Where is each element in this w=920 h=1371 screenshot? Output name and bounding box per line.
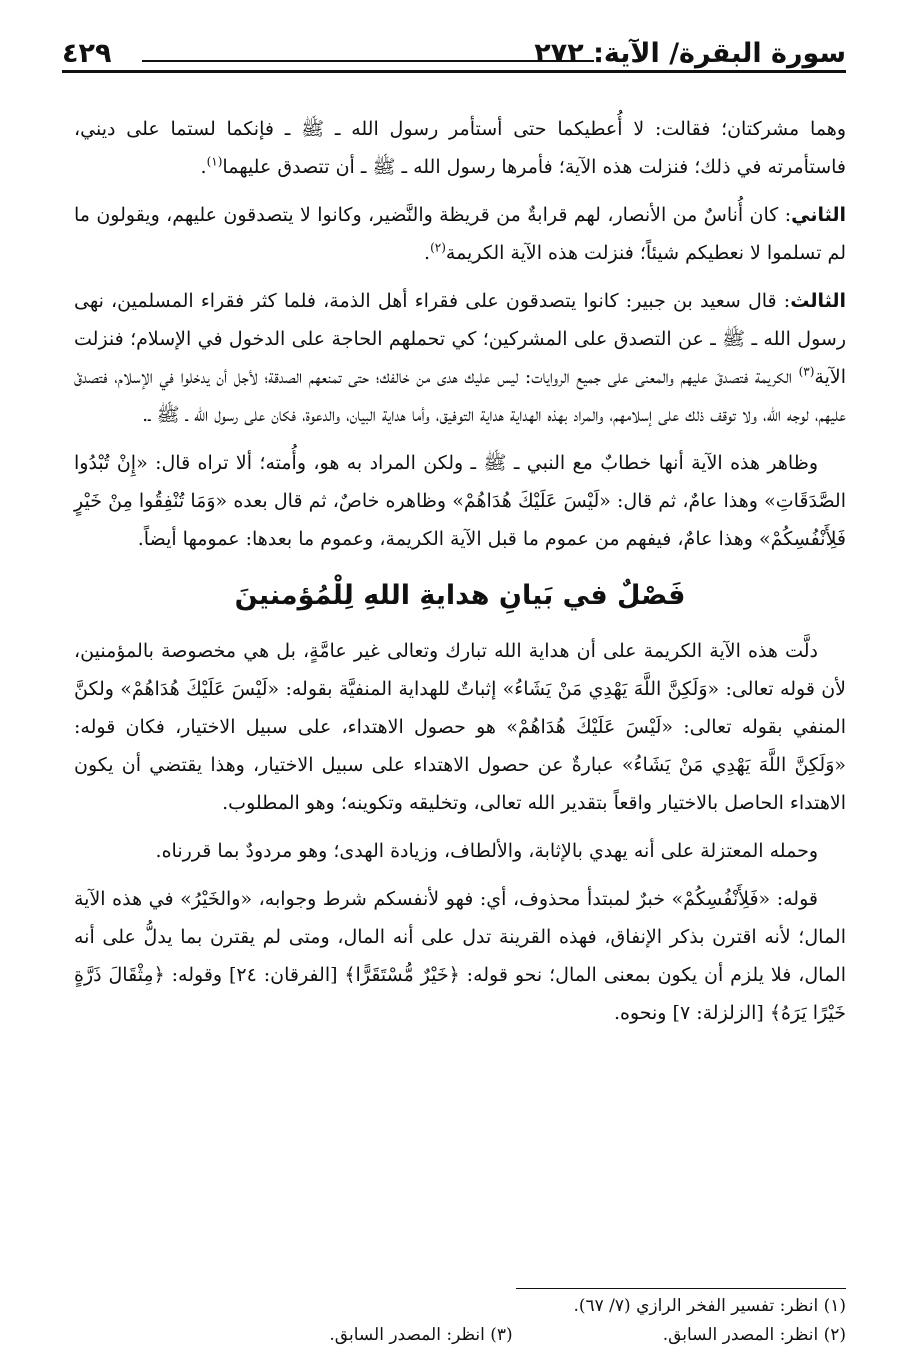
paragraph-6: وحمله المعتزلة على أنه يهدي بالإثابة، والألطاف، وزيادة الهدى؛ وهو مردودٌ بما قررناه. (155, 840, 818, 862)
label-second: الثاني (791, 204, 846, 226)
footnote-ref-3: (٣) (798, 364, 815, 379)
page-header (62, 30, 846, 74)
footnotes (74, 1292, 846, 1350)
footnote-3: (٣) انظر: المصدر السابق. (329, 1325, 513, 1345)
header-line (142, 60, 594, 62)
section-title: فَصْلٌ في بَيانِ هدايةِ اللهِ لِلْمُؤمنينَ (234, 580, 686, 611)
footnote-1: (١) انظر: تفسير الفخر الرازي (٧/ ٦٧). (573, 1296, 846, 1316)
footnote-2: (٢) انظر: المصدر السابق. (662, 1325, 846, 1345)
page-body (74, 110, 846, 1042)
header-rule (62, 70, 846, 73)
paragraph-1: وهما مشركتان؛ فقالت: لا أُعطيكما حتى أستأمر رسول الله ـ ﷺ ـ فإنكما لستما على ديني، فاستأمرته في ذلك؛ فنزلت هذه الآية؛ فأمرها رسول الله ـ ﷺ ـ أن تتصدق عليهما$^{(١)}$. (74, 118, 846, 178)
footnote-separator (516, 1288, 846, 1289)
paragraph-4: وظاهر هذه الآية أنها خطابٌ مع النبي ـ ﷺ ـ ولكن المراد به هو، وأُمته؛ ألا تراه قال: «إِنْ تُبْدُوا الصَّدَقَاتِ» وهذا عامٌ، ثم قال: «لَيْسَ عَلَيْكَ هُدَاهُمْ» وظاهره خاصٌ، ثم قال بعده «وَمَا تُنْفِقُوا مِنْ خَيْرٍ فَلِأَنْفُسِكُمْ» وهذا عامٌ، فيفهم من عموم ما قبل الآية الكريمة، وعموم ما بعدها: عمومها أيضاً. (74, 452, 846, 550)
footnote-ref-1: (١) (206, 154, 223, 169)
paragraph-2: الثاني: كان أُناسٌ من الأنصار، لهم قرابةٌ من قريظة والنَّضير، وكانوا لا يتصدقون عليهم، ويقولون ما لم تسلموا لا نعطيكم شيئاً؛ فنزلت هذه الآية الكريمة$^{(٢)}$. (74, 204, 846, 264)
paragraph-5: دلَّت هذه الآية الكريمة على أن هداية الله تبارك وتعالى غير عامَّةٍ، بل هي مخصوصة بالمؤمنين، لأن قوله تعالى: «وَلَكِنَّ اللَّهَ يَهْدِي مَنْ يَشَاءُ» إثباتٌ للهداية المنفيَّة بقوله: «لَيْسَ عَلَيْكَ هُدَاهُمْ» ولكنَّ المنفي بقوله تعالى: «لَيْسَ عَلَيْكَ هُدَاهُمْ» هو حصول الاهتداء، على سبيل الاختيار، فكان قوله: «وَلَكِنَّ اللَّهَ يَهْدِي مَنْ يَشَاءُ» عبارةٌ عن حصول الاهتداء على سبيل الاختيار، وهذا يقتضي أن يكون الاهتداء الحاصل بالاختيار واقعاً بتقدير الله تعالى، وتخليقه وتكوينه؛ وهو المطلوب. (74, 640, 846, 814)
paragraph-7: قوله: «فَلِأَنْفُسِكُمْ» خبرٌ لمبتدأ محذوف، أي: فهو لأنفسكم شرط وجوابه، «والخَيْرُ» في هذه الآية المال؛ لأنه اقترن بذكر الإنفاق، فهذه القرينة تدل على أنه المال، ومتى لم يقترن بما يدلُّ على أنه المال، فلا يلزم أن يكون بمعنى المال؛ نحو قوله: ﴿خَيْرٌ مُّسْتَقَرًّا﴾ [الفرقان: ٢٤] وقوله: ﴿مِثْقَالَ ذَرَّةٍ خَيْرًا يَرَهُ﴾ [الزلزلة: ٧] ونحوه. (74, 888, 846, 1024)
page-number: ٤٢٩ (62, 38, 112, 69)
footnote-row (74, 1292, 846, 1321)
footnote-row (74, 1321, 846, 1350)
label-third: الثالث (790, 290, 846, 312)
footnote-ref-2: (٢) (430, 240, 446, 255)
paragraph-3: الثالث: قال سعيد بن جبير: كانوا يتصدقون على فقراء أهل الذمة، فلما كثر فقراء المسلمين، نهى رسول الله ـ ﷺ ـ عن التصدق على المشركين؛ كي تحملهم الحاجة على الدخول في الإسلام؛ فنزلت الآية$^{(٣)}$ الكريمة فتصدقَ عليهم والمعنى على جميع الروايات: ليس عليك هدى من خالفك؛ حتى تمنعهم الصدقة؛ لأجل أن يدخلوا في الإسلام، فتصدقْ عليهم، لوجه الله، ولا توقف ذلك على إسلامهم، والمراد بهذه الهداية هداية التوفيق، وأما هداية البيان، والدعوة، فكان على رسول الله ـ ﷺ ـ. (74, 290, 846, 426)
running-title: سورة البقرة/ الآية: ٢٧٢ (534, 38, 846, 69)
